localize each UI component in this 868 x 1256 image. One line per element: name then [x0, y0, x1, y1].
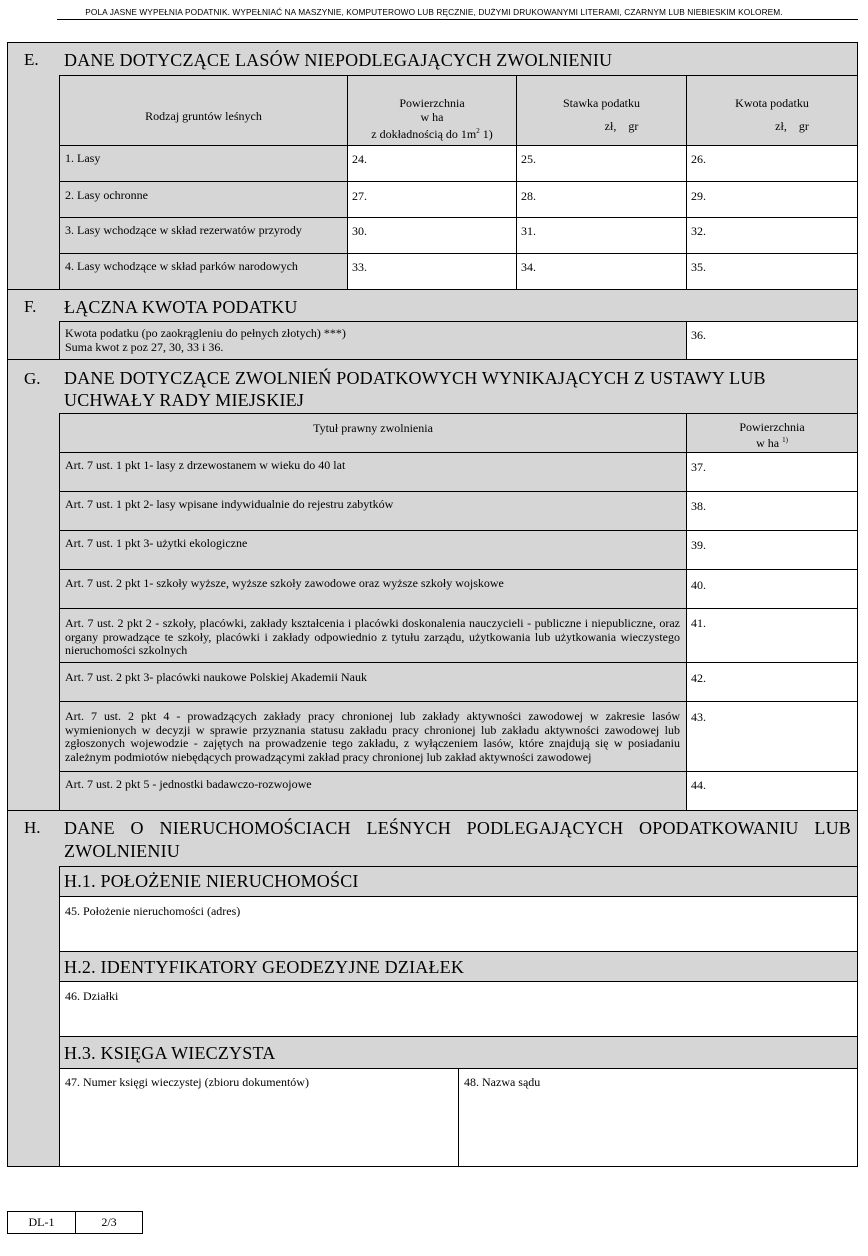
g-row-37: [59, 452, 687, 492]
e-header-rate-units: zł, gr: [604, 119, 639, 133]
e-header-rate-label: Stawka podatku: [563, 96, 640, 110]
field-27[interactable]: 27.: [347, 181, 517, 218]
footer-form-code-box: [7, 1211, 76, 1234]
g-row-43: [59, 701, 687, 772]
g-row-40: [59, 569, 687, 609]
g-row-38: [59, 491, 687, 531]
field-41[interactable]: 41.: [686, 608, 858, 663]
g-row-41: [59, 608, 687, 663]
g-row-text: Art. 7 ust. 1 pkt 3- użytki ekologiczne: [65, 536, 248, 550]
field-24[interactable]: 24.: [347, 145, 517, 182]
section-f-title: ŁĄCZNA KWOTA PODATKU: [64, 297, 298, 317]
field-45[interactable]: [59, 896, 858, 952]
e-header-amount-units: zł, gr: [775, 119, 809, 133]
footer-form-code: DL-1: [28, 1215, 55, 1229]
g-row-text: Art. 7 ust. 2 pkt 5 - jednostki badawczo-rozwojowe: [65, 777, 312, 791]
h1-title: H.1. POŁOŻENIE NIERUCHOMOŚCI: [64, 871, 359, 891]
field-39[interactable]: 39.: [686, 530, 858, 570]
field-26[interactable]: 26.: [686, 145, 858, 182]
field-48[interactable]: [458, 1068, 858, 1167]
footer-page: 2/3: [101, 1215, 117, 1229]
field-29[interactable]: 29.: [686, 181, 858, 218]
section-h-letter: H.: [24, 818, 41, 837]
e-row-label-text: 1. Lasy: [65, 151, 101, 165]
field-32[interactable]: 32.: [686, 217, 858, 254]
g-header-title-label: Tytuł prawny zwolnienia: [313, 421, 433, 435]
field-28[interactable]: 28.: [516, 181, 687, 218]
section-h-title-l2: ZWOLNIENIU: [64, 841, 180, 861]
g-header-area-l2: w ha $^{1)}$: [756, 436, 788, 450]
field-33[interactable]: 33.: [347, 253, 517, 290]
e-row-1-label: [59, 145, 348, 182]
e-row-label-text: 2. Lasy ochronne: [65, 188, 148, 202]
h1-header: [59, 866, 858, 897]
f-label-cell: [59, 321, 687, 360]
g-row-42: [59, 662, 687, 702]
f-line-2: Suma kwot z poz 27, 30, 33 i 36.: [65, 339, 224, 354]
g-row-text: Art. 7 ust. 1 pkt 1- lasy z drzewostanem w wieku do 40 lat: [65, 458, 346, 472]
field-43[interactable]: 43.: [686, 701, 858, 772]
e-header-area-l2: w ha: [420, 110, 444, 124]
field-47[interactable]: [59, 1068, 459, 1167]
section-e-letter: E.: [24, 50, 39, 69]
e-row-2-label: [59, 181, 348, 218]
e-header-type-label: Rodzaj gruntów leśnych: [145, 109, 262, 123]
e-header-area-l1: Powierzchnia: [399, 96, 465, 110]
section-e-title: DANE DOTYCZĄCE LASÓW NIEPODLEGAJĄCYCH ZWOLNIENIU: [64, 50, 613, 70]
section-f-letter: F.: [24, 297, 37, 316]
field-34[interactable]: 34.: [516, 253, 687, 290]
field-44[interactable]: 44.: [686, 771, 858, 811]
g-header-title: [59, 413, 687, 453]
field-42[interactable]: 42.: [686, 662, 858, 702]
h3-header: [59, 1036, 858, 1069]
e-row-label-text: 4. Lasy wchodzące w skład parków narodowych: [65, 259, 298, 273]
g-row-text: Art. 7 ust. 2 pkt 4 - prowadzących zakłady pracy chronionej lub zakłady aktywności zawodowej w zakresie lasów wymienionych w decyzji w sprawie przyznania statusu zakładu pracy chronionej lub zakładu aktywności zawodowej lub zgłoszonych wojewodzie - zajętych na prowadzenie tego zakładu, z wyłączeniem lasów, które znajdują się w posiadaniu zależnym podmiotów niebędących prowadzącymi zakład pracy chronionej lub zakład aktywności zawodowej: [65, 709, 680, 764]
section-g-title-l2: UCHWAŁY RADY MIEJSKIEJ: [64, 390, 305, 410]
h2-title: H.2. IDENTYFIKATORY GEODEZYJNE DZIAŁEK: [64, 957, 465, 977]
h2-header: [59, 951, 858, 982]
top-note: POLA JASNE WYPEŁNIA PODATNIK. WYPEŁNIAĆ NA MASZYNIE, KOMPUTEROWO LUB RĘCZNIE, DUŻYMI DRUKOWANYMI LITERAMI, CZARNYM LUB NIEBIESKIM KOLOREM.: [85, 7, 783, 17]
g-header-area: [686, 413, 858, 453]
field-48-label: 48. Nazwa sądu: [464, 1075, 541, 1089]
field-46-label: 46. Działki: [65, 989, 119, 1003]
g-row-text: Art. 7 ust. 2 pkt 2 - szkoły, placówki, zakłady kształcenia i placówki doskonalenia nauczycieli - publiczne i niepubliczne, oraz organy prowadzące te szkoły, placówki i zakłady odpowiednio z tytułu zarządu, użytkowania lub użytkowania wieczystego nieruchomości szkolnych: [65, 616, 680, 657]
field-30[interactable]: 30.: [347, 217, 517, 254]
e-row-4-label: [59, 253, 348, 290]
g-row-text: Art. 7 ust. 1 pkt 2- lasy wpisane indywidualnie do rejestru zabytków: [65, 497, 394, 511]
field-47-label: 47. Numer księgi wieczystej (zbioru dokumentów): [65, 1075, 309, 1089]
e-header-rate: [516, 75, 687, 146]
g-header-area-l1: Powierzchnia: [739, 420, 805, 434]
field-40[interactable]: 40.: [686, 569, 858, 609]
g-row-39: [59, 530, 687, 570]
g-row-text: Art. 7 ust. 2 pkt 3- placówki naukowe Polskiej Akademii Nauk: [65, 670, 367, 684]
footer-page-box: [75, 1211, 143, 1234]
field-45-label: 45. Położenie nieruchomości (adres): [65, 904, 241, 918]
e-header-amount-label: Kwota podatku: [735, 96, 809, 110]
field-37[interactable]: 37.: [686, 452, 858, 492]
g-row-44: [59, 771, 687, 811]
top-rule: [57, 19, 858, 20]
section-g-title-l1: DANE DOTYCZĄCE ZWOLNIEŃ PODATKOWYCH WYNIKAJĄCYCH Z USTAWY LUB: [64, 368, 766, 388]
section-h-title-l1: DANE O NIERUCHOMOŚCIACH LEŚNYCH PODLEGAJĄCYCH OPODATKOWANIU LUB: [64, 818, 851, 838]
f-line-1: Kwota podatku (po zaokrągleniu do pełnych złotych) ***): [65, 326, 346, 340]
e-row-label-text: 3. Lasy wchodzące w skład rezerwatów przyrody: [65, 223, 302, 237]
e-header-area-l3: z dokładnością do $1m^2$ 1): [371, 127, 493, 141]
field-31[interactable]: 31.: [516, 217, 687, 254]
e-header-amount: [686, 75, 858, 146]
e-header-area: [347, 75, 517, 146]
field-46[interactable]: [59, 981, 858, 1037]
g-row-text: Art. 7 ust. 2 pkt 1- szkoły wyższe, wyższe szkoły zawodowe oraz wyższe szkoły wojskowe: [65, 576, 504, 590]
field-38[interactable]: 38.: [686, 491, 858, 531]
field-35[interactable]: 35.: [686, 253, 858, 290]
field-36[interactable]: 36.: [686, 321, 858, 360]
e-header-type: [59, 75, 348, 146]
h3-title: H.3. KSIĘGA WIECZYSTA: [64, 1043, 276, 1063]
e-row-3-label: [59, 217, 348, 254]
section-g-letter: G.: [24, 369, 41, 388]
field-25[interactable]: 25.: [516, 145, 687, 182]
